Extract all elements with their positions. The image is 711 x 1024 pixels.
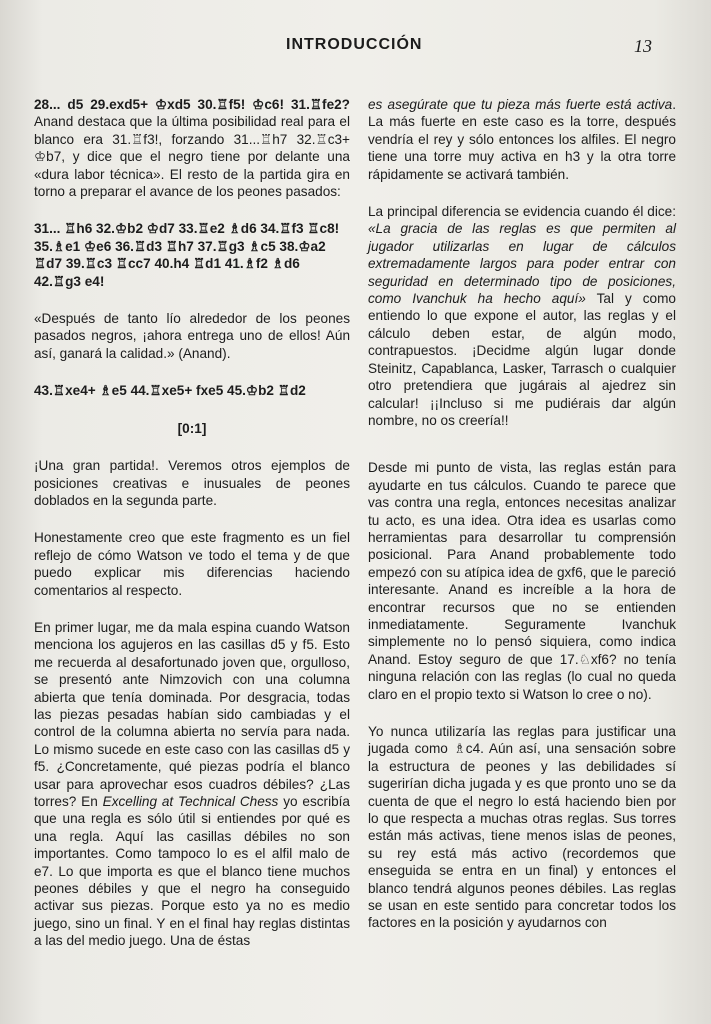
moves-31-42: 31... ♖h6 32.♔b2 ♔d7 33.♖e2 ♗d6 34.♖f3 ♖c8! 35.♗e1 ♔e6 36.♖d3 ♖h7 37.♖g3 ♗c5 38.♔a2 ♖d7 39.♖c3 ♖cc7 40.h4 ♖d1 41.♗f2 ♗d6 42.♖g3 e4!	[34, 221, 340, 289]
diferencia-text-a: La principal diferencia se evidencia cuando él dice:	[368, 204, 676, 220]
chapter-title: INTRODUCCIÓN	[286, 36, 423, 53]
moves-28-31: 28... d5 29.exd5+ ♔xd5 30.♖f5! ♔c6! 31.♖fe2?	[34, 97, 350, 112]
anand-quote: «Después de tanto lío alrededor de los peones pasados negros, ¡ahora entrega uno de ellos! Aún así, ganará la calidad.» (Anand).	[34, 311, 350, 361]
paragraph-principal-diferencia	[368, 203, 676, 429]
paragraph-primer-lugar	[34, 619, 350, 950]
paragraph-moves-28	[34, 96, 350, 200]
right-column	[368, 96, 676, 932]
paragraph-honestamente: Honestamente creo que este fragmento es un fiel reflejo de cómo Watson ve todo el tema y de que puedo explicar mis diferencias haciendo comentarios al respecto.	[34, 530, 350, 598]
primer-lugar-text-b: yo escribía que una regla es sólo útil si entiendes por qué es una regla. Aquí las casillas débiles no son importantes. Como tampoco lo es el alfil malo de e7. Lo que importa es que el blanco tiene muchos peones débiles y que el negro ha conseguido activar sus piezas. Porque esto ya no es medio juego, sino un final. Y en el final hay reglas distintas a las del medio juego. Una de éstas	[34, 794, 350, 949]
page-number: 13	[634, 36, 652, 56]
diferencia-text-b: Tal y como entiendo lo que expone el autor, las reglas y el cálculo deben estar, de algún modo, contrapuestos. ¡Decidme algún lugar donde Steinitz, Capablanca, Lasker, Tarrasch o cualquier otro pretendiera que jugárais al ajedrez sin calcular! ¡¡Incluso si me pudiérais dar algún nombre, no os creería!!	[368, 291, 676, 428]
paragraph-pieza-activa	[368, 96, 676, 183]
anand-comment: Anand destaca que la última posibilidad real para el blanco era 31.♖f3!, forzando 31...♖h7 32.♖c3+ ♔b7, y dice que el negro tiene por delante una «dura labor técnica». El resto de la partida gira en torno a preparar el avance de los peones pasados:	[34, 114, 350, 200]
pieza-activa-italic: es asegúrate que tu pieza más fuerte está activa	[368, 97, 673, 112]
primer-lugar-text-a: En primer lugar, me da mala espina cuando Watson menciona los agujeros en las casillas d5 y f5. Esto me recuerda al desafortunado joven que, orgulloso, se presentó ante Nimzovich con una columna abierta que tenía dominada. Por desgracia, todas las piezas pesadas habían sido cambiadas y el control de la columna abierta no servía para nada. Lo mismo sucede en este caso con las casillas d5 y f5. ¿Concretamente, qué piezas podría el blanco usar para aprovechar esos cuadros débiles? ¿Las torres? En	[34, 619, 350, 809]
left-column	[34, 96, 350, 950]
paragraph-yo-nunca: Yo nunca utilizaría las reglas para justificar una jugada como ♗c4. Aún así, una sensación sobre la estructura de peones y las debilidades sí sugerirían dicha jugada y es que pronto uno se da cuenta de que el negro lo está haciendo bien por lo que respecta a muchas otras reglas. Sus torres están más activas, tiene menos islas de peones, su rey está más activo (recordemos que enseguida se entra en un final) y entonces el blanco tendrá algunos peones débiles. Las reglas se usan en este sentido para concretar todos los factores en la posición y ayudarnos con	[368, 724, 676, 931]
book-title: Excelling at Technical Chess	[102, 794, 279, 809]
watson-quote: «La gracia de las reglas es que permiten al jugador utilizarlas en lugar de cálculos extremadamente largos para poder entrar con seguridad en determinado tipo de posiciones, como Ivanchuk ha hecho aquí»	[368, 221, 676, 307]
paragraph-gran-partida: ¡Una gran partida!. Veremos otros ejemplos de posiciones creativas e inusuales de peones doblados en la segunda parte.	[34, 458, 350, 508]
game-result: [0:1]	[177, 420, 207, 436]
pieza-activa-text: . La más fuerte en este caso es la torre, después vendría el rey y sólo entonces los alfiles. El negro tiene una torre muy activa en h3 y la otra torre rápidamente se activará también.	[368, 97, 676, 182]
moves-43-45: 43.♖xe4+ ♗e5 44.♖xe5+ fxe5 45.♔b2 ♖d2	[34, 383, 306, 399]
page-header	[0, 36, 711, 60]
paragraph-punto-de-vista: Desde mi punto de vista, las reglas están para ayudarte en tus cálculos. Cuando te parece que vas contra una regla, entonces necesitas analizar tu acto, es una idea. Otra idea es usarlas como herramientas para desarrollar tu comprensión posicional. Para Anand probablemente todo empezó con su atípica idea de gxf6, que le pareció interesante. Anand es increíble a la hora de encontrar recursos que no se entienden inmediatamente. Seguramente Ivanchuk simplemente no lo pensó siquiera, como indica Anand. Estoy seguro de que 17.♘xf6? no tenía ninguna relación con las reglas (lo cual no queda claro en el propio texto si Watson lo cree o no).	[368, 460, 676, 702]
